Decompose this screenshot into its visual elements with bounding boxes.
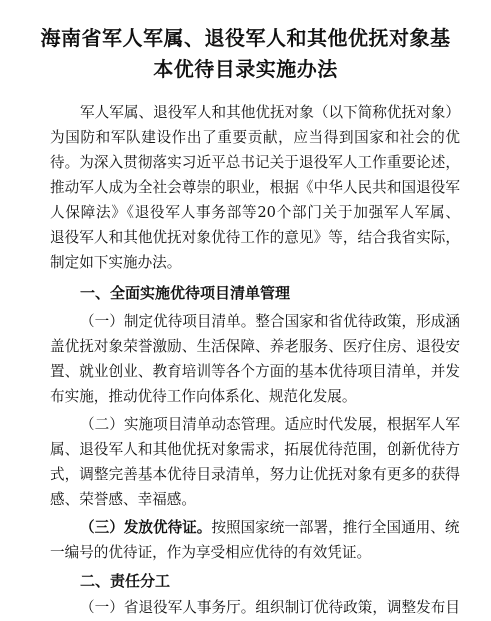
intro-line: 制定如下实施办法。 — [50, 254, 182, 271]
paragraph-line: （二）实施项目清单动态管理。适应时代发展，根据军人军 — [80, 416, 460, 433]
paragraph-line: （一）制定优待项目清单。整合国家和省优待政策，形成涵 — [80, 313, 460, 330]
intro-line: 退役军人和其他优抚对象优待工作的意见》等，结合我省实际， — [50, 229, 460, 246]
section-2-heading: 二、责任分工 — [80, 572, 171, 590]
paragraph-line: 式，调整完善基本优待目录清单，努力让优抚对象有更多的获得 — [50, 466, 460, 483]
paragraph-line: 布实施，推动优待工作向体系化、规范化发展。 — [50, 388, 357, 405]
paragraph-line: 感、荣誉感、幸福感。 — [50, 491, 196, 508]
document-title-line-1: 海南省军人军属、退役军人和其他优抚对象基 — [40, 26, 451, 50]
document-title-line-2: 本优待目录实施办法 — [153, 57, 338, 81]
intro-line: 为国防和军队建设作出了重要贡献，应当得到国家和社会的优 — [50, 129, 460, 146]
intro-line: 人保障法》《退役军人事务部等20个部门关于加强军人军属、 — [50, 204, 460, 221]
intro-line: 待。为深入贯彻落实习近平总书记关于退役军人工作重要论述， — [50, 154, 460, 171]
section-1-heading: 一、全面实施优待项目清单管理 — [80, 284, 291, 302]
intro-line: 推动军人成为全社会尊崇的职业，根据《中华人民共和国退役军 — [50, 179, 460, 196]
subsection-text: 按照国家统一部署，推行全国通用、统 — [211, 519, 460, 536]
section-2-paragraph-1-line: （一）省退役军人事务厅。组织制订优待政策，调整发布目 — [80, 599, 460, 616]
paragraph-line: 属、退役军人和其他优抚对象需求，拓展优待范围，创新优待方 — [50, 441, 460, 458]
paragraph-line: 盖优抚对象荣誉激励、生活保障、养老服务、医疗住房、退役安 — [50, 338, 460, 355]
subsection-title: （三）发放优待证。 — [80, 519, 212, 536]
paragraph-line — [80, 518, 460, 537]
intro-line: 军人军属、退役军人和其他优抚对象（以下简称优抚对象） — [80, 104, 460, 121]
paragraph-line: 置、就业创业、教育培训等各个方面的基本优待项目清单，并发 — [50, 363, 460, 380]
paragraph-line: 一编号的优待证，作为享受相应优待的有效凭证。 — [50, 544, 372, 561]
